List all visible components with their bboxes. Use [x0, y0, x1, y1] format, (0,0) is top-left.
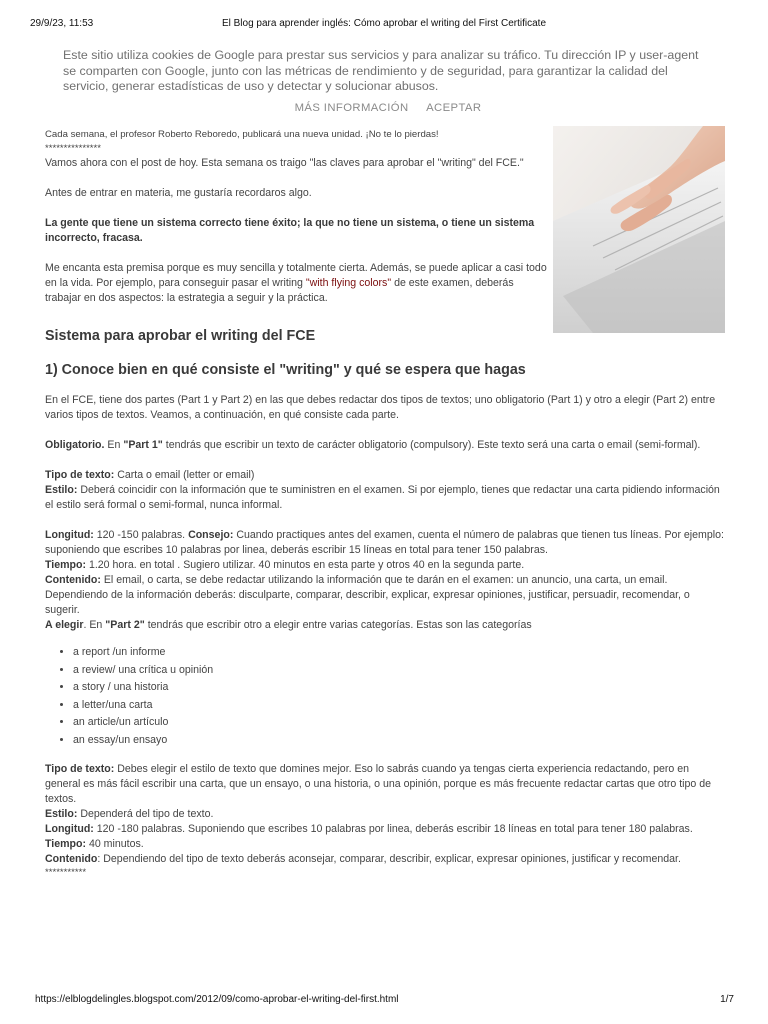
accept-cookies-button[interactable]: ACEPTAR [426, 101, 482, 114]
field-text: 120 -180 palabras. Suponiendo que escribes 10 palabras por linea, deberás escribir 18 líneas en total para tener 180 palabras. [93, 822, 693, 835]
part2-longitud [45, 822, 727, 837]
intro-paragraph: Vamos ahora con el post de hoy. Esta semana os traigo "las claves para aprobar el "writing" del FCE." [45, 157, 524, 169]
field-label: Tiempo: [45, 559, 87, 571]
part1-estilo [45, 483, 727, 513]
page-number: 1/7 [720, 994, 734, 1005]
field-text: . En [83, 619, 106, 631]
part2-contenido [45, 852, 727, 867]
list-item: • a story / una historia [73, 679, 727, 697]
field-text: El email, o carta, se debe redactar utilizando la información que te darán en el examen: un anuncio, una carta, un email. Dependiendo de la información deberás: disculparte, comparar, describir, explicar, expresar opiniones, justificar, persuadir, recomendar, o sugerir. [45, 574, 690, 616]
flying-colors-link[interactable]: "with flying colors" [305, 277, 392, 289]
list-item: • a review/ una crítica u opinión [73, 662, 727, 680]
article-body [45, 128, 727, 879]
more-info-button[interactable]: MÁS INFORMACIÓN [294, 101, 409, 114]
cookie-actions [63, 102, 713, 114]
field-text: tendrás que escribir otro a elegir entre varias categorías. Estas son las categorías [144, 619, 532, 631]
intro-paragraph [45, 261, 550, 306]
field-label: Estilo: [45, 807, 78, 820]
field-text: 120 -150 palabras. [93, 529, 189, 541]
list-item: • an article/un artículo [73, 714, 727, 732]
announcement-text: Cada semana, el profesor Roberto Reboredo, publicará una nueva unidad. ¡No te lo pierdas! [45, 129, 439, 140]
part2-elegir [45, 618, 727, 633]
field-text: Deberá coincidir con la información que te suministren en el examen. Si por ejemplo, tienes que redactar una carta pidiendo información el estilo será formal o semi-formal, nunca informal. [45, 484, 720, 511]
field-text: Cuando practiques antes del examen, cuenta el número de palabras que tienen tus líneas. Por ejemplo: suponiendo que escribes 10 palabras por linea, deberás escribir 15 líneas en total para tener 150 palabras. [45, 529, 724, 556]
intro-section [45, 128, 550, 306]
part1-tiempo [45, 558, 727, 573]
cookie-banner [63, 48, 713, 114]
field-label: Contenido: [45, 574, 101, 586]
page-url: https://elblogdelingles.blogspot.com/2012/09/como-aprobar-el-writing-del-first.html [35, 994, 399, 1005]
part1-tipo [45, 468, 727, 483]
field-text: Carta o email (letter or email) [114, 469, 255, 481]
subsection-heading: 1) Conoce bien en qué consiste el "writing" y qué se espera que hagas [45, 362, 526, 378]
paragraph-text: de este examen, deberás trabajar en dos aspectos: la estrategia a seguir y la práctica. [45, 277, 514, 304]
field-label: Tipo de texto: [45, 762, 115, 775]
field-label: "Part 2" [105, 619, 145, 631]
field-label: A elegir [45, 619, 84, 631]
field-label: "Part 1" [123, 439, 163, 451]
list-item: • a report /un informe [73, 644, 727, 662]
list-item: • a letter/una carta [73, 697, 727, 715]
field-text: 1.20 hora. en total . Sugiero utilizar. 40 minutos en esta parte y otros 40 en la segunda parte. [86, 559, 525, 571]
field-label: Tipo de texto: [45, 469, 115, 481]
cookie-notice-text: Este sitio utiliza cookies de Google para prestar sus servicios y para analizar su tráfico. Tu dirección IP y user-agent se comparten con Google, junto con las métricas de rendimiento y de seguridad, para garantizar la calidad del servicio, generar estadísticas de uso y detectar y solucionar abusos. [63, 48, 699, 93]
field-text: En [104, 439, 124, 451]
field-text: Dependerá del tipo de texto. [77, 807, 214, 820]
field-label: Obligatorio. [45, 439, 105, 451]
section-heading: Sistema para aprobar el writing del FCE [45, 328, 316, 344]
part2-tipo [45, 762, 727, 807]
print-date: 29/9/23, 11:53 [30, 18, 94, 29]
part1-obligatorio [45, 438, 727, 453]
key-premise-bold: La gente que tiene un sistema correcto tiene éxito; la que no tiene un sistema, o tiene un sistema incorrecto, fracasa. [45, 217, 535, 244]
field-text: : Dependiendo del tipo de texto deberás aconsejar, comparar, describir, explicar, expresar opiniones, justificar y recomendar. [97, 852, 681, 865]
field-label: Longitud: [45, 822, 94, 835]
print-header [0, 0, 768, 30]
field-label: Estilo: [45, 484, 78, 496]
separator-stars: *************** [45, 143, 102, 154]
list-item: • an essay/un ensayo [73, 732, 727, 750]
field-label: Longitud: [45, 529, 94, 541]
part1-longitud [45, 528, 727, 558]
intro-paragraph: Antes de entrar en materia, me gustaría recordaros algo. [45, 187, 312, 199]
part1-contenido [45, 573, 727, 618]
part2-estilo [45, 807, 727, 822]
category-list [45, 644, 727, 750]
print-page-title: El Blog para aprender inglés: Cómo aprobar el writing del First Certificate [221, 18, 547, 29]
field-text: Debes elegir el estilo de texto que domines mejor. Eso lo sabrás cuando ya tengas cierta experiencia redactando, pero en general es más fácil escribir una carta, que un ensayo, o una historia, o una opinión, porque es más frecuente redactar cartas que otro tipo de textos. [45, 762, 712, 805]
part2-tiempo [45, 837, 727, 852]
field-label: Consejo: [188, 529, 234, 541]
field-text: tendrás que escribir un texto de carácter obligatorio (compulsory). Este texto será una carta o email (semi-formal). [162, 439, 701, 451]
key-premise [45, 216, 550, 246]
paragraph-text: Me encanta esta premisa porque es muy sencilla y totalmente cierta. Además, se puede aplicar a casi todo en la vida. Por ejemplo, para conseguir pasar el writing [45, 262, 547, 289]
fce-intro-paragraph: En el FCE, tiene dos partes (Part 1 y Part 2) en las que debes redactar dos tipos de textos; uno obligatorio (Part 1) y otro a elegir (Part 2) entre varios tipos de textos. Veamos, a continuación, en qué consiste cada parte. [45, 394, 716, 421]
field-label: Contenido [45, 852, 98, 865]
separator-stars: *********** [45, 866, 87, 878]
field-text: 40 minutos. [86, 837, 144, 850]
field-label: Tiempo: [45, 837, 87, 850]
